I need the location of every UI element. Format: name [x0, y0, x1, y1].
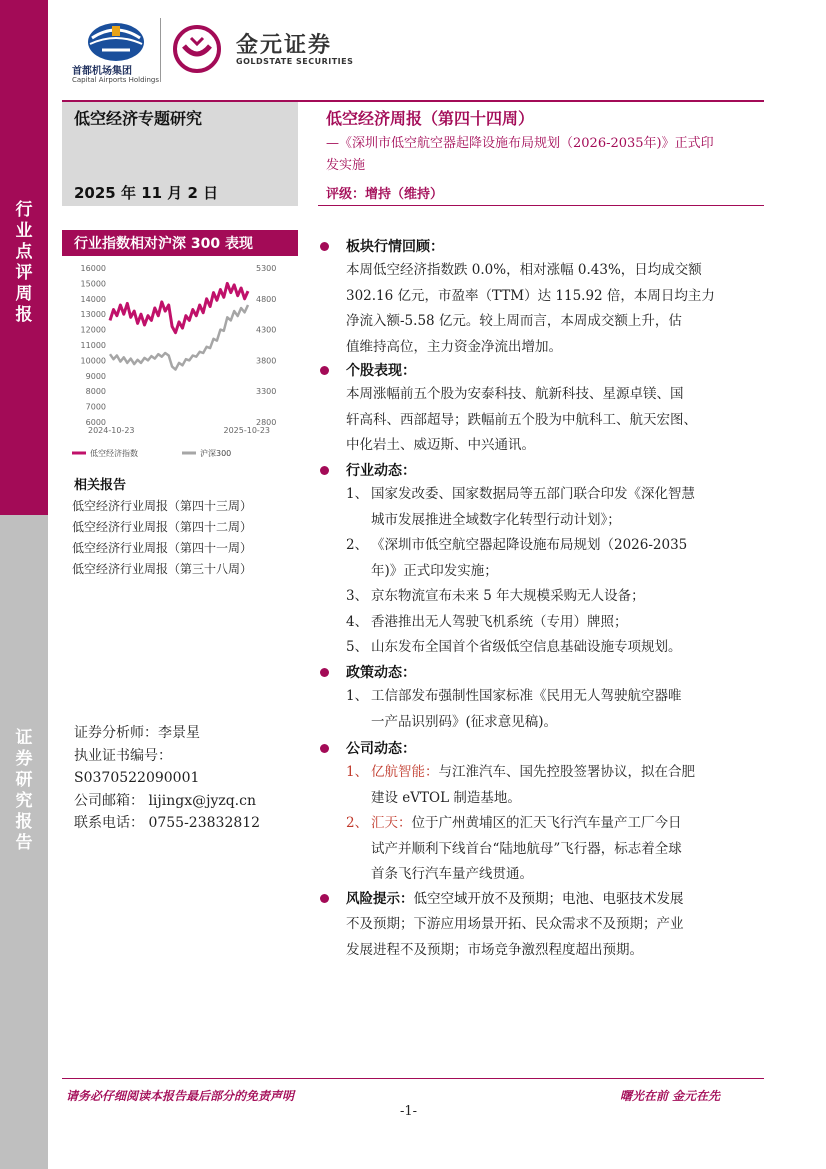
footer-disclaimer[interactable]: 请务必仔细阅读本报告最后部分的免责声明: [66, 1089, 295, 1103]
left-axis-tick-label: 8000: [85, 387, 106, 397]
right-axis-tick-label: 2800: [256, 418, 277, 427]
industry-news-section: [318, 460, 768, 661]
report-title: 低空经济周报（第四十四周）: [326, 109, 535, 128]
capital-airports-logo-icon: [86, 18, 146, 62]
left-axis-tick-label: 14000: [80, 294, 106, 304]
sidebar-bottom-label: 证 券 研 究 报 告: [15, 728, 33, 853]
left-axis-tick-label: 6000: [85, 418, 106, 427]
related-report-item[interactable]: 低空经济行业周报（第四十一周）: [72, 541, 253, 555]
analyst-cert-label: 执业证书编号：: [74, 747, 172, 764]
risk-section: [318, 888, 768, 963]
company-news-section: [318, 738, 768, 888]
industry-news-item: 5、 山东发布全国首个省级低空信息基础设施专项规划。: [346, 639, 682, 655]
policy-news-section: [318, 662, 768, 735]
market-review-section: [318, 236, 768, 360]
company-name: 亿航智能：: [371, 764, 439, 780]
logo-divider: [160, 18, 161, 82]
related-reports-title: 相关报告: [74, 478, 127, 493]
goldstate-name-en: GOLDSTATE SECURITIES: [236, 57, 354, 66]
capital-airports-name-en: Capital Airports Holdings: [72, 76, 160, 84]
left-axis-tick-label: 13000: [80, 310, 106, 320]
right-axis-tick-label: 3300: [256, 387, 277, 397]
header-bottom-rule: [318, 205, 764, 206]
company-news-item: 2、 汇天：位于广州黄埔区的汇天飞行汽车量产工厂今日 试产并顺利下线首台“陆地航母”飞行器，标志着全球 首条飞行汽车量产线贯通。: [346, 815, 682, 882]
page-number: -1-: [400, 1104, 418, 1119]
section-heading: 板块行情回顾：: [346, 239, 444, 255]
analyst-name: 证券分析师：李景星: [74, 725, 200, 741]
section-heading: 行业动态：: [346, 463, 416, 479]
related-report-item[interactable]: 低空经济行业周报（第四十二周）: [72, 520, 253, 534]
report-date: 2025 年 11 月 2 日: [74, 184, 219, 202]
sidebar-top-label: 行 业 点 评 周 报: [15, 200, 33, 325]
x-axis-tick-label: 2025-10-23: [223, 426, 270, 435]
report-subtitle: —《深圳市低空航空器起降设施布局规划（2026-2035年)》正式印发实施: [326, 136, 714, 173]
header-top-rule: [62, 100, 764, 102]
analyst-cert-no: S0370522090001: [74, 770, 200, 786]
capital-airports-name: 首都机场集团: [72, 66, 132, 77]
bullet-icon: [320, 894, 329, 903]
left-axis-tick-label: 16000: [80, 264, 106, 273]
left-axis-tick-label: 15000: [80, 279, 106, 289]
section-heading: 风险提示：: [346, 891, 414, 907]
company-name: 汇天：: [371, 815, 412, 831]
related-report-item[interactable]: 低空经济行业周报（第四十三周）: [72, 499, 253, 513]
analyst-phone: 联系电话： 0755-23832812: [74, 815, 261, 831]
section-heading: 公司动态：: [346, 741, 416, 757]
analyst-info: [74, 722, 260, 835]
company-news-item: 1、 亿航智能：与江淮汽车、国先控股签署协议，拟在合肥 建设 eVTOL 制造基地。: [346, 764, 695, 806]
market-review-text: 本周低空经济指数跌 0.0%，相对涨幅 0.43%，日均成交额 302.16 亿元，市盈率（TTM）达 115.92 倍，本周日均主力 净流入额-5.58 亿元。较上周而言，本周成交额上升，估 值维持高位，主力资金净流出增加。: [346, 262, 715, 355]
report-topic: 低空经济专题研究: [74, 109, 203, 128]
index-performance-chart: [62, 258, 298, 468]
bullet-icon: [320, 744, 329, 753]
related-reports-list: [72, 496, 252, 580]
goldstate-name: 金元证券: [236, 33, 333, 58]
bullet-icon: [320, 242, 329, 251]
goldstate-logo-icon: [172, 24, 222, 74]
left-axis-tick-label: 7000: [85, 402, 106, 412]
legend-label: 低空经济指数: [90, 449, 138, 458]
industry-news-item: 4、 香港推出无人驾驶飞机系统（专用）牌照；: [346, 613, 628, 630]
stock-performance-text: 本周涨幅前五个股为安泰科技、航新科技、星源卓镁、国 轩高科、西部超导；跌幅前五个股为中航科工、航天宏图、 中化岩土、威迈斯、中兴通讯。: [346, 386, 697, 453]
x-axis-tick-label: 2024-10-23: [88, 426, 135, 435]
chart-title: 行业指数相对沪深 300 表现: [74, 236, 253, 252]
footer-rule: [62, 1078, 764, 1079]
left-axis-tick-label: 10000: [80, 356, 106, 366]
series-line: [110, 283, 248, 332]
right-axis-tick-label: 3800: [256, 356, 277, 366]
bullet-icon: [320, 668, 329, 677]
related-report-item[interactable]: 低空经济行业周报（第三十八周）: [72, 562, 253, 576]
footer-slogan: 曙光在前 金元在先: [620, 1089, 721, 1103]
right-axis-tick-label: 4800: [256, 294, 277, 304]
report-rating: 评级：增持（维持）: [326, 187, 444, 202]
bullet-icon: [320, 366, 329, 375]
right-axis-tick-label: 5300: [256, 264, 277, 273]
risk-text-first: 低空空域开放不及预期；电池、电驱技术发展: [413, 891, 684, 907]
right-axis-tick-label: 4300: [256, 325, 277, 335]
stock-performance-section: [318, 360, 768, 459]
section-heading: 个股表现：: [346, 363, 416, 379]
section-heading: 政策动态：: [346, 665, 416, 681]
left-axis-tick-label: 12000: [80, 325, 106, 335]
left-axis-tick-label: 9000: [85, 371, 106, 381]
bullet-icon: [320, 466, 329, 475]
risk-text: 不及预期；下游应用场景开拓、民众需求不及预期；产业 发展进程不及预期；市场竞争激烈程度超出预期。: [346, 916, 684, 958]
left-axis-tick-label: 11000: [80, 341, 106, 350]
industry-news-item: 2、 《深圳市低空航空器起降设施布局规划（2026-2035 年)》正式印发实施；: [346, 537, 688, 579]
industry-news-item: 1、 国家发改委、国家数据局等五部门联合印发《深化智慧 城市发展推进全域数字化转型行动计划》；: [346, 486, 695, 528]
policy-news-item: 1、 工信部发布强制性国家标准《民用无人驾驶航空器唯 一产品识别码》(征求意见稿)。: [346, 688, 682, 730]
industry-news-item: 3、 京东物流宣布未来 5 年大规模采购无人设备；: [346, 588, 645, 604]
analyst-email[interactable]: 公司邮箱： lijingx@jyzq.cn: [74, 792, 256, 809]
legend-label: 沪深300: [200, 449, 232, 458]
